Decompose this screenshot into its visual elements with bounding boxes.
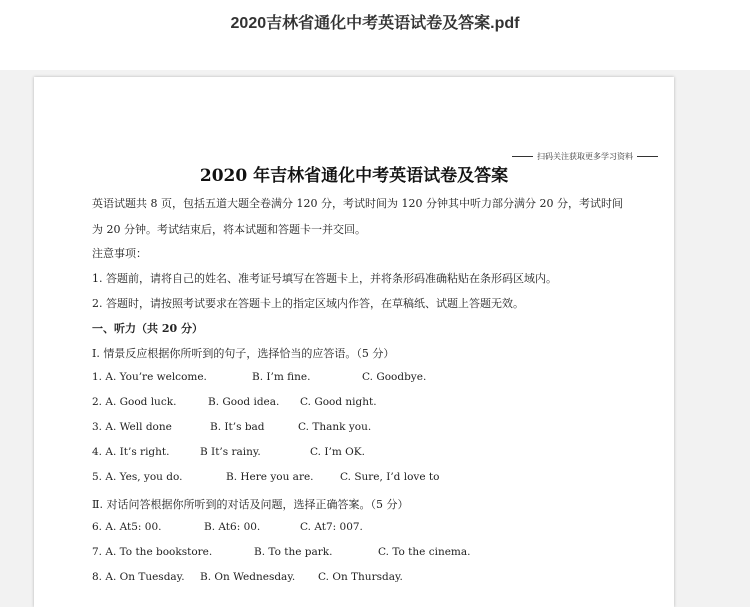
question-option-a: 1. A. You’re welcome.	[92, 371, 207, 383]
question-option-a: 8. A. On Tuesday.	[92, 571, 185, 583]
question-4	[92, 446, 365, 458]
question-8	[92, 571, 403, 583]
notice-2: 2. 答题时，请按照考试要求在答题卡上的指定区域内作答，在草稿纸、试题上答题无效。	[92, 297, 524, 310]
question-5	[92, 471, 439, 483]
question-7	[92, 546, 471, 558]
question-option-a: 3. A. Well done	[92, 421, 172, 433]
question-6	[92, 521, 363, 533]
question-option-c: C. To the cinema.	[378, 546, 471, 558]
question-option-b: B. At6: 00.	[204, 521, 261, 533]
notice-1: 1. 答题前，请将自己的姓名、准考证号填写在答题卡上，并将条形码准确粘贴在条形码区域内。	[92, 272, 557, 285]
intro-line-2: 为 20 分钟。考试结束后，将本试题和答题卡一并交回。	[92, 223, 366, 236]
part-1-title: Ⅰ. 情景反应根据你所听到的句子，选择恰当的应答语。（5 分）	[92, 347, 395, 360]
question-1	[92, 371, 426, 383]
question-option-c: C. Good night.	[300, 396, 377, 408]
question-option-b: B. To the park.	[254, 546, 333, 558]
question-option-c: C. I’m OK.	[310, 446, 365, 458]
question-option-c: C. Sure, I’d love to	[340, 471, 440, 483]
question-option-b: B. Good idea.	[208, 396, 280, 408]
question-2	[92, 396, 377, 408]
viewer-header	[0, 0, 750, 70]
question-option-b: B. On Wednesday.	[200, 571, 296, 583]
file-title: 2020吉林省通化中考英语试卷及答案.pdf	[230, 15, 520, 32]
question-3	[92, 421, 371, 433]
watermark-rule-left	[512, 156, 533, 157]
question-option-c: C. Goodbye.	[362, 371, 427, 383]
question-option-b: B. I’m fine.	[252, 371, 311, 383]
question-option-b: B It’s rainy.	[200, 446, 261, 458]
notice-title: 注意事项：	[92, 247, 147, 260]
question-option-c: C. At7: 007.	[300, 521, 363, 533]
document-title: 2020 年吉林省通化中考英语试卷及答案	[199, 166, 509, 186]
question-option-a: 5. A. Yes, you do.	[92, 471, 183, 483]
question-option-a: 7. A. To the bookstore.	[92, 546, 213, 558]
watermark-rule-right	[637, 156, 658, 157]
question-option-a: 6. A. At5: 00.	[92, 521, 162, 533]
question-option-a: 4. A. It’s right.	[92, 446, 170, 458]
intro-line-1: 英语试题共 8 页，包括五道大题全卷满分 120 分，考试时间为 120 分钟其中听力部分满分 20 分，考试时间	[92, 197, 623, 210]
document-page	[34, 77, 674, 607]
question-option-a: 2. A. Good luck.	[92, 396, 177, 408]
watermark-text: 扫码关注获取更多学习资料	[537, 152, 633, 161]
question-option-b: B. Here you are.	[226, 471, 314, 483]
question-option-c: C. Thank you.	[298, 421, 372, 433]
section-listening-title: 一、听力（共 20 分）	[92, 322, 203, 335]
part-2-title: Ⅱ. 对话问答根据你所听到的对话及问题，选择正确答案。（5 分）	[92, 498, 409, 511]
question-option-c: C. On Thursday.	[318, 571, 403, 583]
question-option-b: B. It’s bad	[210, 421, 265, 433]
